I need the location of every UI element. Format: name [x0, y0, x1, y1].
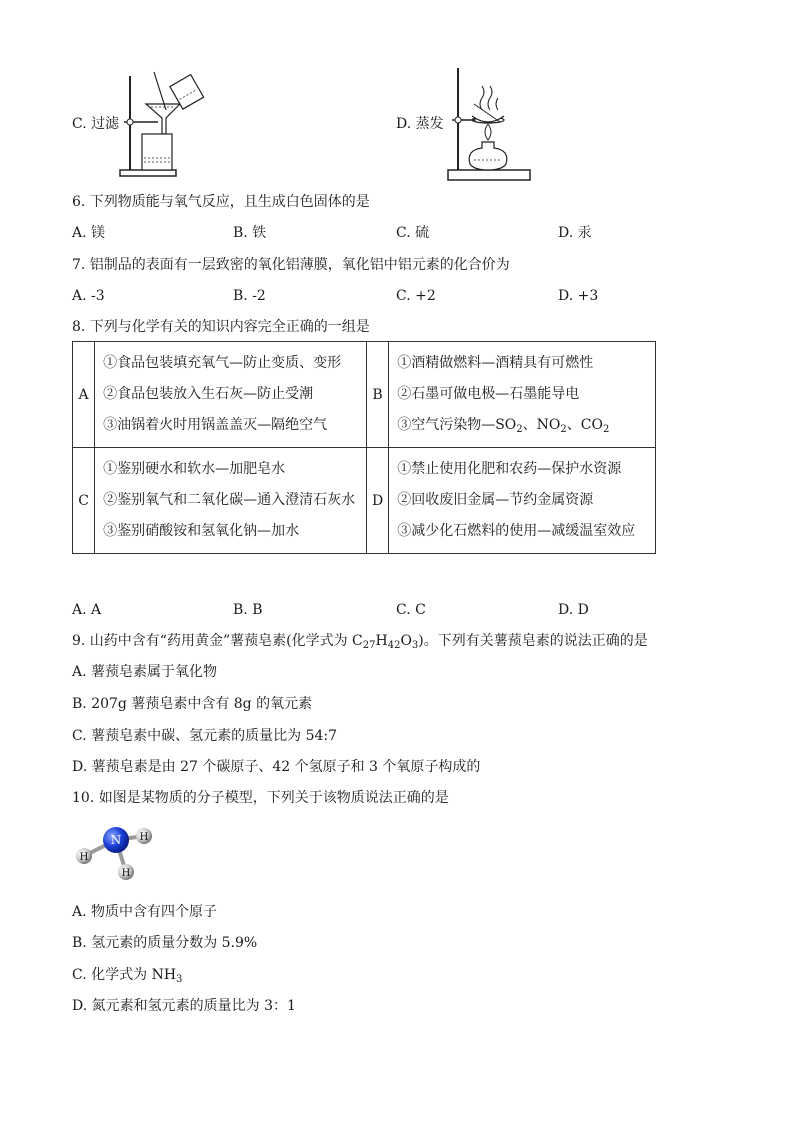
cell-d-line-2: ②回收废旧金属—节约金属资源 [397, 492, 594, 508]
q8-option-a[interactable]: A. A [72, 602, 102, 618]
ammonia-molecule-model-figure [72, 822, 160, 886]
q9-stem: 9. 山药中含有“药用黄金”薯蓣皂素(化学式为 $C_{27}H_{42}O_3$)。下列有关薯蓣皂素的说法正确的是 [72, 633, 648, 651]
cell-d-line-3: ③减少化石燃料的使用—减缓温室效应 [397, 523, 636, 539]
cell-a [95, 342, 367, 448]
row-label-a: A [73, 342, 95, 448]
q8-stem: 8. 下列与化学有关的知识内容完全正确的一组是 [72, 319, 370, 335]
cell-d [389, 448, 656, 554]
q8-option-d[interactable]: D. D [558, 602, 589, 618]
row-label-c: C [73, 448, 95, 554]
atom-h-label: H [79, 852, 89, 863]
q10-option-d[interactable]: D. 氮元素和氢元素的质量比为 3：1 [72, 998, 296, 1014]
q9-option-a[interactable]: A. 薯蓣皂素属于氧化物 [72, 664, 218, 680]
cell-c-line-3: ③鉴别硝酸铵和氢氧化钠—加水 [103, 523, 300, 539]
q8-knowledge-table [72, 341, 656, 554]
cell-b-line-1: ①酒精做燃料—酒精具有可燃性 [397, 355, 594, 371]
cell-b-line-3: ③空气污染物$—SO_2$、$NO_2$、$CO_2$ [397, 417, 610, 435]
table-row [73, 448, 656, 554]
row-label-d: D [366, 448, 388, 554]
q5-option-c-label: C. 过滤 [72, 116, 120, 132]
q7-option-a[interactable]: A. -3 [72, 288, 105, 304]
q6-option-b[interactable]: B. 铁 [233, 225, 267, 241]
q7-option-b[interactable]: B. -2 [233, 288, 266, 304]
q6-option-c[interactable]: C. 硫 [396, 225, 430, 241]
q8-option-b[interactable]: B. B [233, 602, 263, 618]
q7-option-c[interactable]: C. +2 [396, 288, 436, 304]
table-row [73, 342, 656, 448]
cell-c-line-1: ①鉴别硬水和软水—加肥皂水 [103, 461, 286, 477]
q10-stem: 10. 如图是某物质的分子模型，下列关于该物质说法正确的是 [72, 790, 449, 806]
q7-option-d[interactable]: D. +3 [558, 288, 599, 304]
cell-b [389, 342, 656, 448]
filtration-apparatus-figure [118, 68, 208, 180]
q10-option-b[interactable]: B. 氢元素的质量分数为 5.9% [72, 935, 258, 951]
q5-option-d-label: D. 蒸发 [396, 116, 444, 132]
cell-a-line-3: ③油锅着火时用锅盖盖灭—隔绝空气 [103, 417, 328, 433]
cell-c [95, 448, 367, 554]
q9-option-d[interactable]: D. 薯蓣皂素是由 27 个碳原子、42 个氢原子和 3 个氧原子构成的 [72, 759, 481, 775]
cell-d-line-1: ①禁止使用化肥和农药—保护水资源 [397, 461, 622, 477]
row-label-b: B [366, 342, 388, 448]
q6-option-d[interactable]: D. 汞 [558, 225, 592, 241]
q6-stem: 6. 下列物质能与氧气反应，且生成白色固体的是 [72, 194, 370, 210]
q8-option-c[interactable]: C. C [396, 602, 426, 618]
atom-h-label: H [121, 868, 131, 879]
q10-option-c[interactable]: C. 化学式为 $NH_3$ [72, 967, 183, 985]
atom-h-label: H [139, 832, 149, 843]
q9-option-c[interactable]: C. 薯蓣皂素中碳、氢元素的质量比为 54:7 [72, 728, 338, 744]
atom-n-label: N [110, 833, 122, 847]
q10-option-a[interactable]: A. 物质中含有四个原子 [72, 904, 218, 920]
q9-option-b[interactable]: B. 207g 薯蓣皂素中含有 8g 的氧元素 [72, 696, 313, 712]
cell-a-line-2: ②食品包装放入生石灰—防止受潮 [103, 386, 314, 402]
cell-c-line-2: ②鉴别氧气和二氧化碳—通入澄清石灰水 [103, 492, 356, 508]
q6-option-a[interactable]: A. 镁 [72, 225, 106, 241]
q7-stem: 7. 铝制品的表面有一层致密的氧化铝薄膜，氧化铝中铝元素的化合价为 [72, 257, 510, 273]
cell-a-line-1: ①食品包装填充氧气—防止变质、变形 [103, 355, 342, 371]
evaporation-apparatus-figure [444, 64, 534, 186]
cell-b-line-2: ②石墨可做电极—石墨能导电 [397, 386, 580, 402]
